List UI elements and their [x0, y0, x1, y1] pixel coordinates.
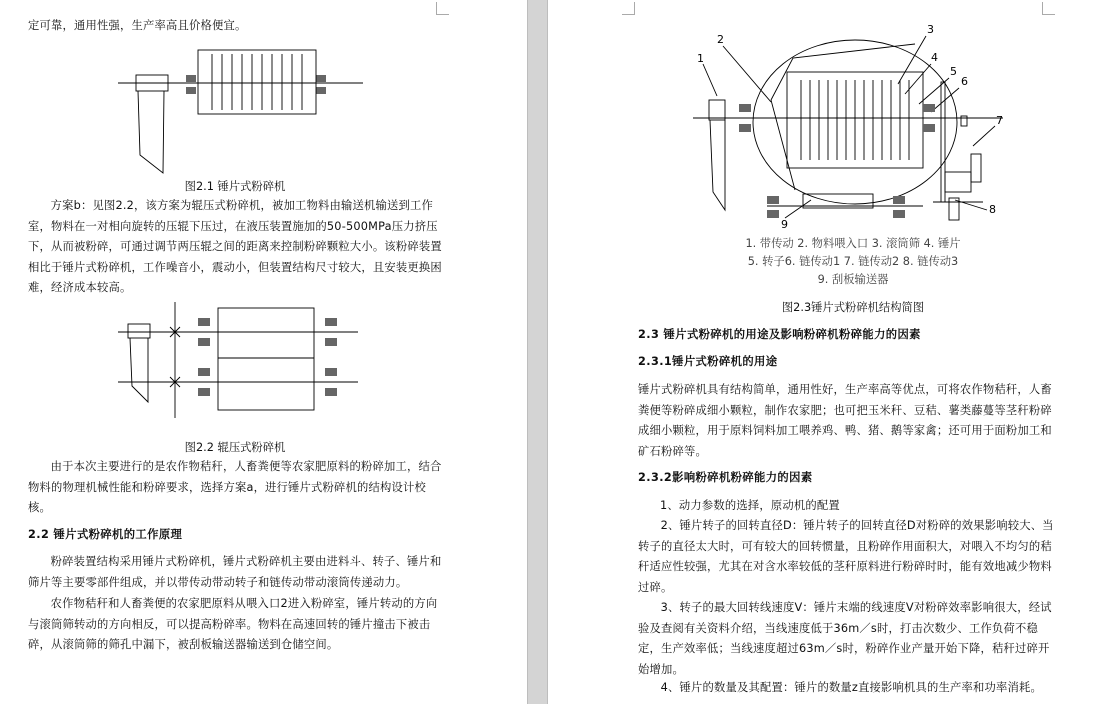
part-label-8: 8	[989, 203, 996, 216]
figure-2-3-structure-diagram	[683, 22, 1013, 232]
intro-line: 定可靠，通用性强，生产率高且价格便宜。	[28, 19, 247, 32]
document-page-left	[0, 0, 527, 704]
document-page-right	[548, 0, 1113, 704]
part-label-3: 3	[927, 23, 934, 36]
page-corner-mark	[436, 2, 449, 15]
figure-2-2-roller-mill-diagram	[118, 300, 358, 425]
section-2-3-heading: 2.3 锤片式粉碎机的用途及影响粉碎机粉碎能力的因素	[638, 328, 921, 341]
use-paragraph: 锤片式粉碎机具有结构简单，通用性好，生产率高等优点，可将农作物秸秆，人畜粪便等粉碎成细小颗粒，制作农家肥；也可把玉米秆、豆秸、薯类藤蔓等茎秆粉碎成细小颗粒，用于原料饲料加工喂养鸡、鸭、猪、鹅等家禽；还可用于面粉加工和矿石粉碎等。	[638, 383, 1052, 458]
section-2-3-1-heading: 2.3.1锤片式粉碎机的用途	[638, 355, 778, 368]
part-label-5: 5	[950, 65, 957, 78]
factor-4: 4、锤片的数量及其配置：锤片的数量z直接影响机具的生产率和功率消耗。	[660, 681, 1043, 694]
page-corner-mark	[1042, 2, 1055, 15]
section-2-3-2-heading: 2.3.2影响粉碎机粉碎能力的因素	[638, 471, 813, 484]
section-2-2-heading: 2.2 锤片式粉碎机的工作原理	[28, 528, 183, 541]
figure-2-3-legend-line-2: 5. 转子6. 链传动1 7. 链传动2 8. 链传动3	[747, 255, 959, 268]
factor-2: 2、锤片转子的回转直径D：锤片转子的回转直径D对粉碎的效果影响较大、当转子的直径太大时，可有较大的回转惯量，且粉碎作用面积大，对喂入不均匀的秸秆适应性较强，尤其在对含水率较低的茎秆原料进行粉碎时时，能有效地减少物料过碎。	[638, 519, 1054, 594]
part-label-1: 1	[697, 52, 704, 65]
figure-2-3-legend-line-3: 9. 刮板输送器	[817, 273, 889, 286]
choice-paragraph: 由于本次主要进行的是农作物秸秆，人畜粪便等农家肥原料的粉碎加工，结合物料的物理机械性能和粉碎要求，选择方案a，进行锤片式粉碎机的结构设计校核。	[28, 460, 442, 514]
part-label-6: 6	[961, 75, 968, 88]
part-label-4: 4	[931, 51, 938, 64]
factor-1: 1、动力参数的选择，原动机的配置	[660, 499, 840, 512]
figure-2-2-caption: 图2.2 辊压式粉碎机	[184, 441, 286, 454]
page-gutter	[527, 0, 548, 704]
figure-2-3-caption: 图2.3锤片式粉碎机结构简图	[781, 301, 925, 314]
principle-paragraph-1: 粉碎装置结构采用锤片式粉碎机，锤片式粉碎机主要由进料斗、转子、锤片和筛片等主要零部件组成，并以带传动带动转子和链传动带动滚筒传递动力。	[28, 555, 442, 589]
figure-2-1-hammer-mill-diagram	[118, 45, 363, 180]
part-label-9: 9	[781, 218, 788, 231]
page-corner-mark	[622, 2, 635, 15]
principle-paragraph-2: 农作物秸秆和人畜粪便的农家肥原料从喂入口2进入粉碎室，锤片转动的方向与滚筒筛转动的方向相反，可以提高粉碎率。物料在高速回转的锤片撞击下被击碎，从滚筒筛的筛孔中漏下，被刮板输送器输送到仓储空间。	[28, 597, 438, 651]
scheme-b-paragraph: 方案b：见图2.2，该方案为辊压式粉碎机，被加工物料由输送机输送到工作室，物料在一对相向旋转的压辊下压过，在液压装置施加的50-500MPa压力挤压下，从而被粉碎，可通过调节两压辊之间的距离来控制粉碎颗粒大小。该粉碎装置相比于锤片式粉碎机，工作噪音小，震动小，但装置结构尺寸较大，且安装更换困难，经济成本较高。	[28, 199, 442, 294]
figure-2-3-legend-line-1: 1. 带传动 2. 物料喂入口 3. 滚筒筛 4. 锤片	[745, 237, 961, 250]
figure-2-1-caption: 图2.1 锤片式粉碎机	[184, 180, 286, 193]
factor-3: 3、转子的最大回转线速度V：锤片末端的线速度V对粉碎效率影响很大，经试验及查阅有关资料介绍，当线速度低于36m／s时，打击次数少、工作负荷不稳定，生产效率低；当线速度超过63m／s时，粉碎作业产量开始下降，秸秆过碎开始增加。	[638, 601, 1052, 676]
part-label-2: 2	[717, 33, 724, 46]
part-label-7: 7	[996, 114, 1003, 127]
